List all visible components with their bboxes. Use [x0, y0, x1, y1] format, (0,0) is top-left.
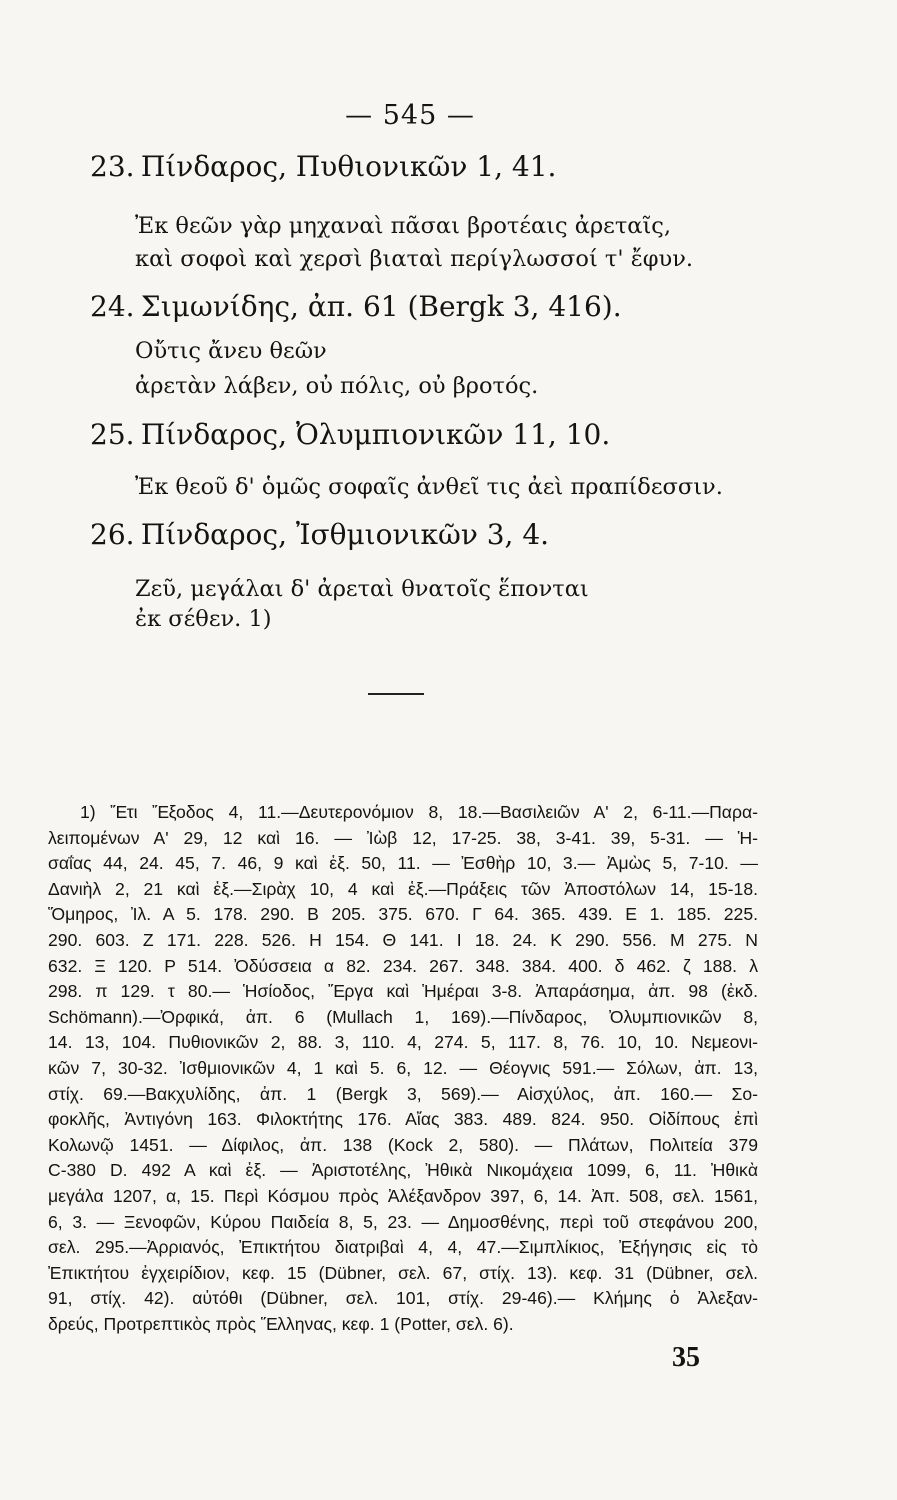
footnote-line: 14. 13, 104. Πυθιονικῶν 2, 88. 3, 110. 4, 274. 5, 117. 8, 76. 10, 10. Νεμεονι-	[48, 1032, 758, 1053]
page-number: — 545 —	[345, 100, 475, 131]
section-divider	[368, 693, 424, 695]
footnote-line: 290. 603. Ζ 171. 228. 526. Η 154. Θ 141. Ι 18. 24. Κ 290. 556. Μ 275. Ν	[48, 929, 758, 950]
verse-line: Οὔτις ἄνευ θεῶν	[135, 338, 327, 364]
footnote-line: φοκλῆς, Ἀντιγόνη 163. Φιλοκτήτης 176. Αἴας 383. 489. 824. 950. Οἰδίπους ἐπὶ	[48, 1109, 758, 1130]
entry-source: Πίνδαρος, Ἰσθμιονικῶν 3, 4.	[140, 518, 550, 551]
footnote-line: 6, 3. — Ξενοφῶν, Κύρου Παιδεία 8, 5, 23. — Δημοσθένης, περὶ τοῦ στεφάνου 200,	[48, 1211, 758, 1232]
entry-number: 26.	[90, 518, 135, 551]
verse-line: Ζεῦ, μεγάλαι δ' ἀρεταὶ θνατοῖς ἕπονται	[135, 576, 589, 602]
entry-number: 23.	[90, 150, 135, 183]
verse-line: Ἐκ θεῶν γὰρ μηχαναὶ πᾶσαι βροτέαις ἀρεταῖς,	[135, 213, 672, 239]
verse-line: καὶ σοφοὶ καὶ χερσὶ βιαταὶ περίγλωσσοί τ' ἔφυν.	[135, 246, 694, 272]
verse-line: Ἐκ θεοῦ δ' ὁμῶς σοφαῖς ἀνθεῖ τις ἀεὶ πραπίδεσσιν.	[135, 474, 723, 500]
verse-line: ἐκ σέθεν. 1)	[135, 606, 272, 632]
footnote-line: C-380 D. 492 A καὶ ἑξ. — Ἀριστοτέλης, Ἠθικὰ Νικομάχεια 1099, 6, 11. Ἠθικὰ	[48, 1160, 758, 1181]
entry-heading	[90, 418, 610, 451]
entry-number: 24.	[90, 290, 135, 323]
entry-heading	[90, 518, 549, 551]
entry-source: Πίνδαρος, Ὀλυμπιονικῶν 11, 10.	[140, 418, 611, 451]
entry-heading	[90, 150, 556, 183]
footnote-line: κῶν 7, 30-32. Ἰσθμιονικῶν 4, 1 καὶ 5. 6, 12. — Θέογνις 591.— Σόλων, ἀπ. 13,	[48, 1057, 758, 1078]
footnote-line: 1) Ἔτι Ἔξοδος 4, 11.—Δευτερονόμιον 8, 18.—Βασιλειῶν Α' 2, 6-11.—Παρα-	[80, 802, 758, 822]
footnote-line: μεγάλα 1207, α, 15. Περὶ Κόσμου πρὸς Ἀλέξανδρον 397, 6, 14. Ἀπ. 508, σελ. 1561,	[48, 1185, 758, 1206]
footnote-line: 298. π 129. τ 80.— Ἡσίοδος, Ἔργα καὶ Ἡμέραι 3-8. Ἀπαράσημα, ἀπ. 98 (ἐκδ.	[48, 981, 758, 1002]
footnote-line: Ἐπικτήτου ἐγχειρίδιον, κεφ. 15 (Dübner, σελ. 67, στίχ. 13). κεφ. 31 (Dübner, σελ.	[48, 1262, 758, 1283]
footnote-line: σελ. 295.—Ἀρριανός, Ἐπικτήτου διατριβαὶ 4, 4, 47.—Σιμπλίκιος, Ἐξήγησις εἰς τὸ	[48, 1237, 758, 1258]
footnote-line: 632. Ξ 120. Ρ 514. Ὀδύσσεια α 82. 234. 267. 348. 384. 400. δ 462. ζ 188. λ	[48, 955, 758, 976]
footnote-line: δρεύς, Προτρεπτικὸς πρὸς Ἕλληνας, κεφ. 1 (Potter, σελ. 6).	[48, 1313, 514, 1334]
entry-source: Σιμωνίδης, ἀπ. 61 (Bergk 3, 416).	[140, 290, 622, 323]
entry-source: Πίνδαρος, Πυθιονικῶν 1, 41.	[140, 150, 557, 183]
footnote	[48, 800, 758, 1337]
entry-heading	[90, 290, 622, 323]
footnote-line: στίχ. 69.—Βακχυλίδης, ἀπ. 1 (Bergk 3, 569).— Αἰσχύλος, ἀπ. 160.— Σο-	[48, 1083, 758, 1104]
verse-line: ἀρετὰν λάβεν, οὐ πόλις, οὐ βροτός.	[135, 373, 539, 399]
footnote-line: σαΐας 44, 24. 45, 7. 46, 9 καὶ ἑξ. 50, 11. — Ἐσθὴρ 10, 3.— Ἀμὼς 5, 7-10. —	[48, 853, 758, 874]
signature-mark: 35	[672, 1342, 700, 1373]
footnote-line: Schömann).—Ὀρφικά, ἀπ. 6 (Mullach 1, 169).—Πίνδαρος, Ὀλυμπιονικῶν 8,	[48, 1006, 758, 1027]
footnote-line: Ὅμηρος, Ἰλ. Α 5. 178. 290. Β 205. 375. 670. Γ 64. 365. 439. Ε 1. 185. 225.	[48, 904, 758, 925]
footnote-line: λειπομένων Α' 29, 12 καὶ 16. — Ἰὼβ 12, 17-25. 38, 3-41. 39, 5-31. — Ἡ-	[48, 827, 758, 848]
footnote-line: 91, στίχ. 42). αὐτόθι (Dübner, σελ. 101, στίχ. 29-46).— Κλήμης ὁ Ἀλεξαν-	[48, 1288, 758, 1309]
entry-number: 25.	[90, 418, 135, 451]
footnote-line: Δανιὴλ 2, 21 καὶ ἑξ.—Σιρὰχ 10, 4 καὶ ἑξ.—Πράξεις τῶν Ἀποστόλων 14, 15-18.	[48, 878, 758, 899]
footnote-line: Κολωνῷ 1451. — Δίφιλος, ἀπ. 138 (Kock 2, 580). — Πλάτων, Πολιτεία 379	[48, 1134, 758, 1155]
